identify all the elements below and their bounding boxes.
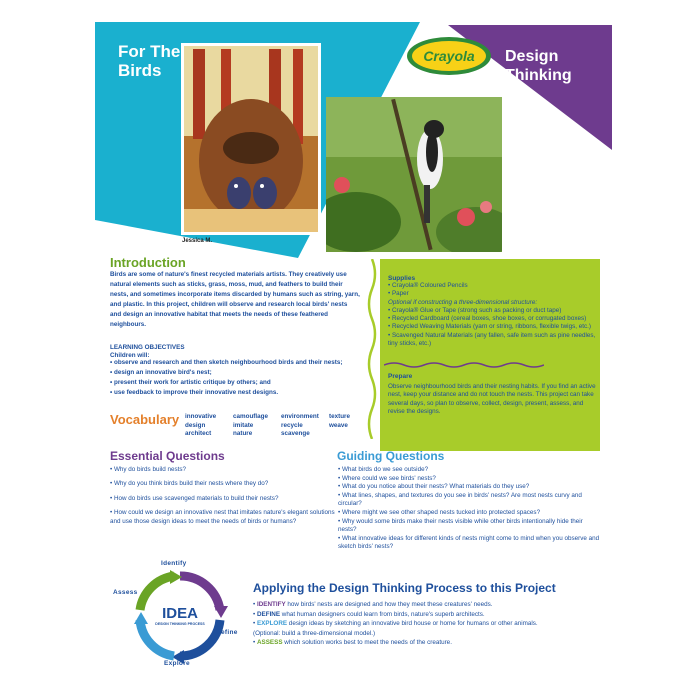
essential-question: • Why do you think birds build their nests where they do?: [110, 480, 269, 488]
cycle-label-identify: Identify: [161, 560, 187, 567]
objective-item: • present their work for artistic critique by others; and: [110, 378, 375, 388]
guiding-question: • Where could we see birds' nests?: [338, 475, 603, 484]
essential-questions-list: [110, 466, 340, 532]
artwork-caption: Jessica M.: [182, 238, 213, 244]
supply-item: • Scavenged Natural Materials (any fallen, safe item such as pine needles, tiny sticks, etc.): [388, 331, 596, 348]
essential-question: • How could we design an innovative nest that imitates nature's elegant solutions and use those design ideas to meet the needs of birds or humans?: [110, 509, 335, 525]
vocabulary-label: Vocabulary: [110, 412, 180, 427]
apply-item: • DEFINE what human designers could learn from birds, nature's superb architects.: [253, 610, 563, 620]
supply-item: • Crayola® Coloured Pencils: [388, 282, 468, 289]
guiding-question: • Where might we see other shaped nests tucked into protected spaces?: [338, 509, 603, 518]
vocab-column: camouflage imitate nature: [233, 413, 268, 437]
objectives-heading: LEARNING OBJECTIVES Children will:: [110, 344, 185, 359]
wavy-separator: [384, 361, 544, 369]
intro-heading: Introduction: [110, 255, 186, 270]
design-thinking-title: Design Thinking: [505, 48, 572, 84]
vocab-column: environment recycle scavenge: [281, 413, 319, 437]
apply-item: • ASSESS which solution works best to meet the needs of the creature.: [253, 638, 563, 648]
optional-note: Optional if constructing a three-dimensional structure:: [388, 298, 538, 306]
apply-item: • EXPLORE design ideas by sketching an innovative bird house or home for humans or other animals. (Optional: build a three-dimensional model.): [253, 619, 563, 638]
prepare-heading: Prepare: [388, 373, 413, 380]
vocab-column: texture weave: [329, 413, 350, 429]
guiding-questions-list: [338, 466, 603, 552]
objective-item: • design an innovative bird's nest;: [110, 368, 375, 378]
cycle-label-assess: Assess: [113, 589, 138, 596]
supplies-heading: Supplies: [388, 275, 416, 282]
essential-questions-heading: Essential Questions: [110, 449, 225, 463]
logo-wordmark: Crayola: [423, 48, 475, 64]
supplies-panel: [380, 259, 600, 451]
supply-item: • Paper: [388, 290, 409, 298]
guiding-question: • What do you notice about their nests? What materials do they use?: [338, 483, 603, 492]
child-artwork-image: [181, 43, 321, 235]
prepare-text: Observe neighbourhood birds and their nesting habits. If you find an active nest, keep your distance and do not touch the nests. This project can take several days, so plan to observe, collect, design, present, assess, and revise the designs.: [388, 383, 596, 415]
apply-item: • IDENTIFY how birds' nests are designed and how they meet these creatures' needs.: [253, 600, 563, 610]
crayola-logo: [404, 34, 494, 78]
guiding-question: • What birds do we see outside?: [338, 466, 603, 475]
project-title: For The Birds: [118, 42, 181, 80]
guiding-question: • Why would some birds make their nests visible while other birds intentionally hide their nests?: [338, 518, 603, 535]
guiding-question: • What innovative ideas for different kinds of nests might come to mind when you observe and sketch birds' nests?: [338, 535, 603, 552]
supply-item: • Recycled Cardboard (cereal boxes, shoe boxes, or corrugated boxes): [388, 315, 587, 323]
cycle-label-define: Define: [216, 629, 238, 636]
idea-cycle-diagram: [118, 558, 248, 670]
supply-item: • Recycled Weaving Materials (yarn or string, ribbons, flexible twigs, etc.): [388, 323, 591, 331]
guiding-question: • What lines, shapes, and textures do you see in birds' nests? Are most nests curvy and circular?: [338, 492, 603, 509]
wavy-divider: [366, 259, 378, 439]
objectives-list: [110, 358, 375, 398]
idea-center-label: IDEA: [162, 605, 198, 622]
vocab-column: innovative design architect: [185, 413, 217, 437]
bird-photo: [326, 97, 502, 252]
idea-sub-label: DESIGN THINKING PROCESS: [155, 622, 205, 626]
cycle-label-explore: Explore: [164, 660, 190, 667]
supply-item: • Crayola® Glue or Tape (strong such as packing or duct tape): [388, 306, 562, 314]
apply-heading: Applying the Design Thinking Process to this Project: [253, 581, 556, 595]
objective-item: • observe and research and then sketch neighbourhood birds and their nests;: [110, 358, 375, 368]
essential-question: • Why do birds build nests?: [110, 466, 187, 473]
guiding-questions-heading: Guiding Questions: [337, 449, 445, 463]
intro-text: Birds are some of nature's finest recycled materials artists. They creatively use natural elements such as sticks, grass, moss, mud, and feathers to build their nests, and sometimes incorporate items discarded by humans such as string, yarn, and plastic. In this project, children will observe and research local birds' nests and design an innovative habitat that meets the needs of these feathered neighbours.: [110, 271, 360, 328]
essential-question: • How do birds use scavenged materials to build their nests?: [110, 494, 279, 502]
objective-item: • use feedback to improve their innovative nest designs.: [110, 388, 375, 398]
apply-list: [253, 600, 563, 648]
